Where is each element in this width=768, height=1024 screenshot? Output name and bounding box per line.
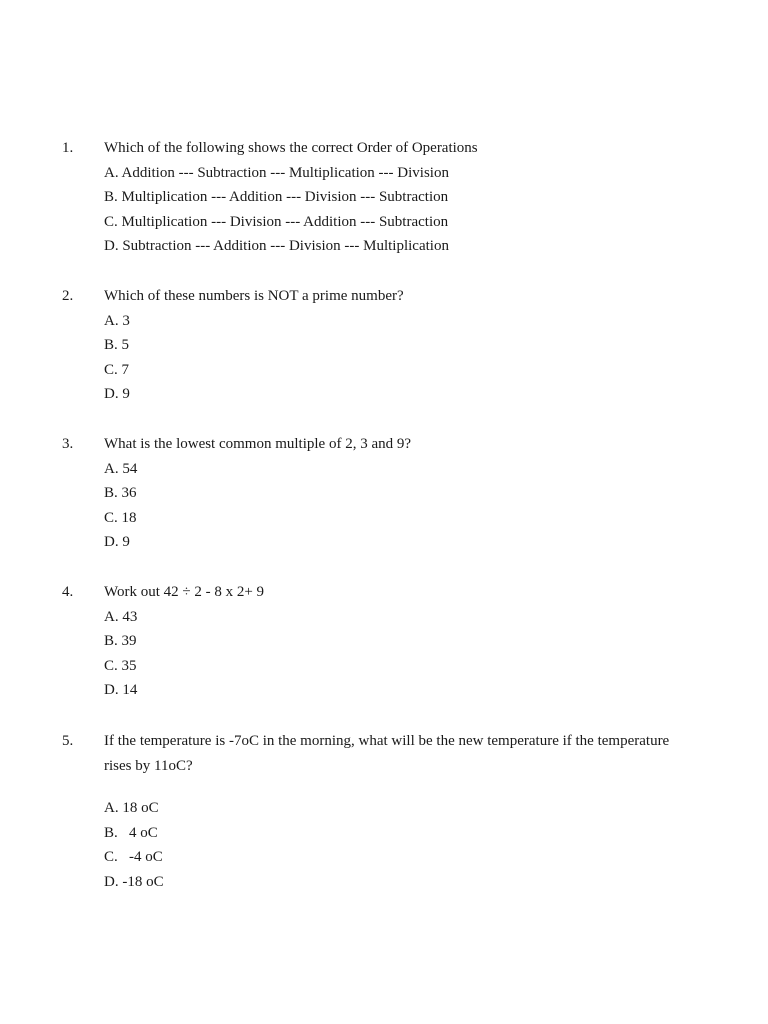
question-text: If the temperature is -7oC in the morning, what will be the new temperature if the temperature rises by 11oC? (104, 733, 670, 774)
option-d: D. 9 (104, 386, 130, 402)
option-a: A. 43 (104, 608, 138, 625)
option-b: B. 5 (104, 337, 130, 353)
answer-options (104, 605, 137, 703)
question-text: Work out 42 ÷ 2 - 8 x 2+ 9 (104, 584, 265, 600)
option-b: B. 36 (104, 485, 137, 501)
option-a: A. Addition --- Subtraction --- Multiplication --- Division (104, 164, 449, 181)
option-b: B. Multiplication --- Addition --- Division --- Subtraction (104, 189, 449, 205)
option-a: A. 3 (104, 312, 130, 329)
answer-options (104, 161, 449, 259)
option-b: B. 39 (104, 633, 137, 649)
question-number: 5. (62, 733, 74, 749)
answer-options (104, 309, 130, 407)
option-a: A. 18 oC (104, 800, 159, 816)
answer-options (104, 796, 164, 894)
option-c: C. 35 (104, 657, 137, 674)
option-d: D. 9 (104, 534, 130, 550)
answer-options (104, 457, 137, 555)
question-number: 4. (62, 584, 74, 600)
option-b: B. 4 oC (104, 824, 158, 841)
option-d: D. 14 (104, 682, 138, 698)
option-d: D. -18 oC (104, 873, 164, 890)
question-text: Which of these numbers is NOT a prime number? (104, 288, 404, 304)
question-text: Which of the following shows the correct Order of Operations (104, 140, 478, 156)
option-c: C. Multiplication --- Division --- Addition --- Subtraction (104, 213, 449, 230)
question-number: 3. (62, 436, 74, 452)
option-a: A. 54 (104, 460, 138, 477)
question-text: What is the lowest common multiple of 2, 3 and 9? (104, 436, 412, 452)
option-c: C. 18 (104, 509, 137, 526)
option-c: C. -4 oC (104, 849, 163, 865)
question-number: 2. (62, 288, 74, 304)
option-c: C. 7 (104, 361, 130, 378)
question-number: 1. (62, 140, 74, 156)
option-d: D. Subtraction --- Addition --- Division --- Multiplication (104, 238, 449, 254)
